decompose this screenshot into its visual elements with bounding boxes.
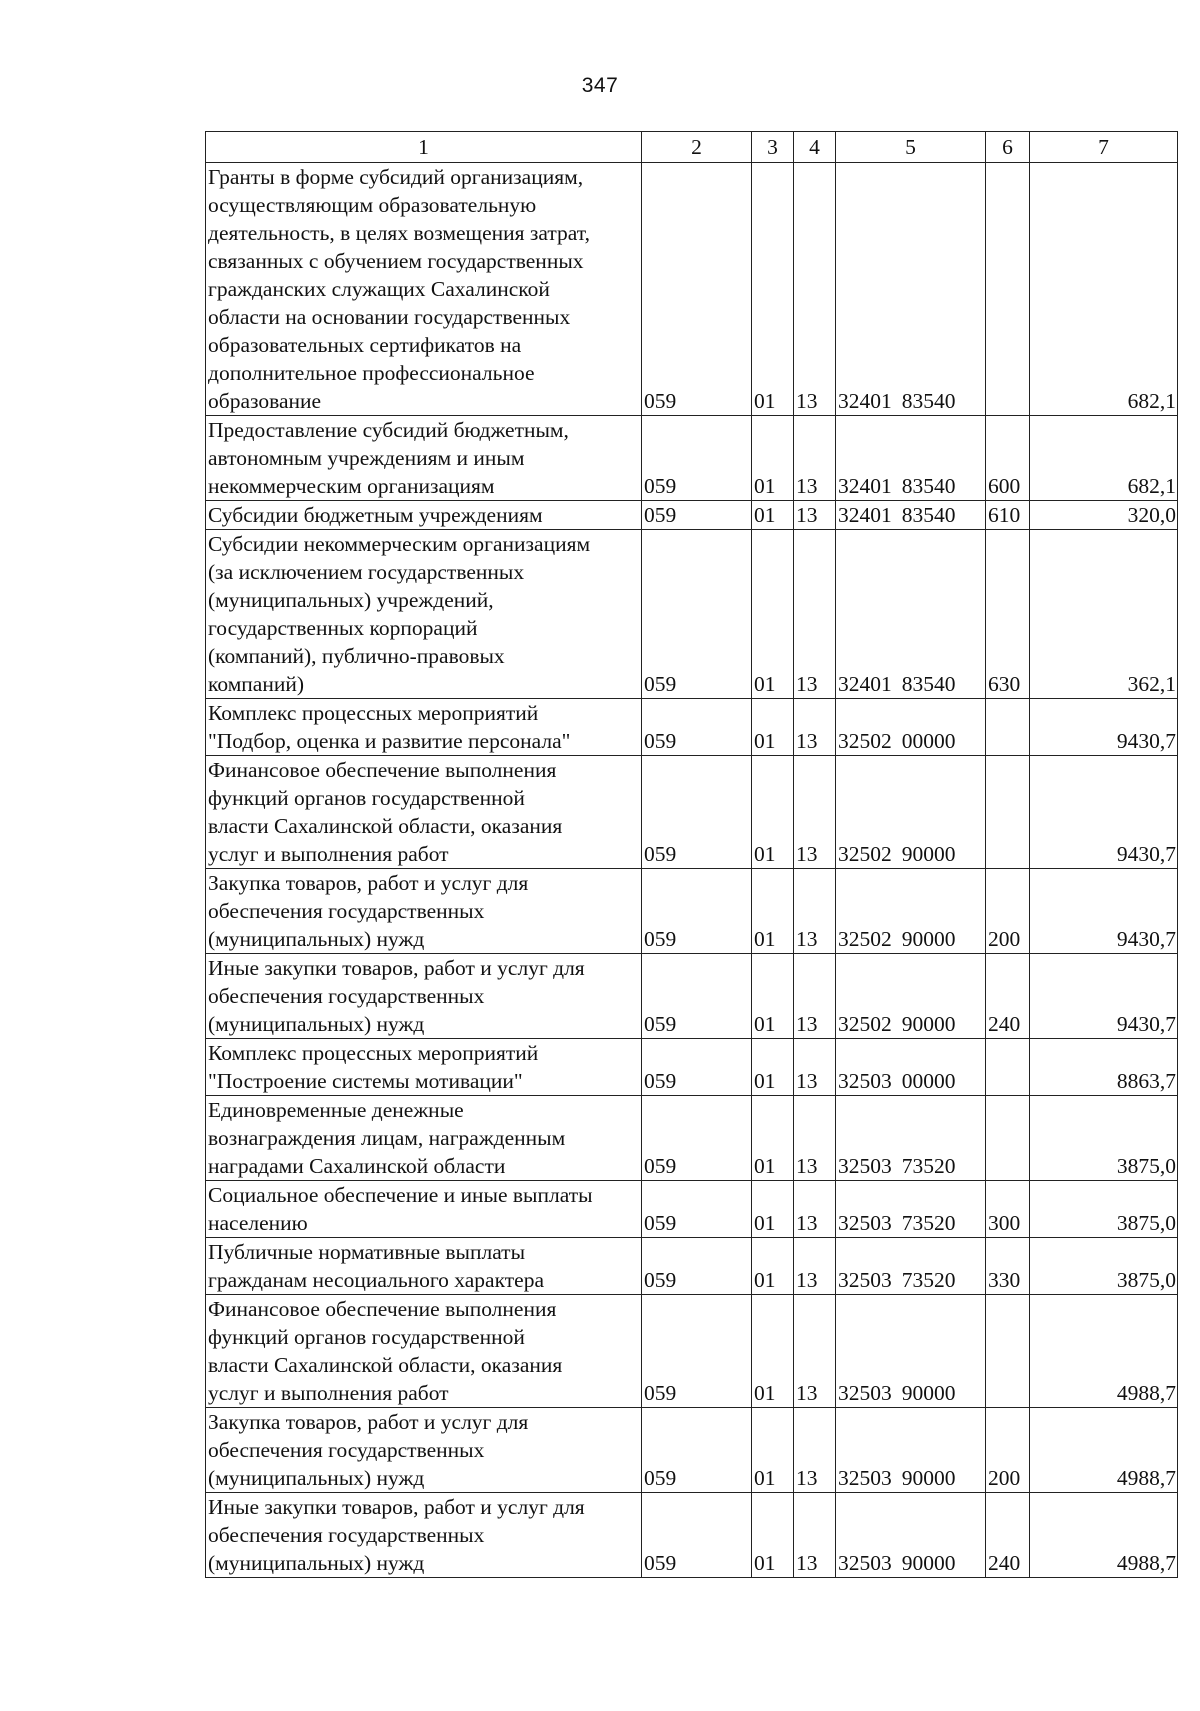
row-name-line: Закупка товаров, работ и услуг для: [208, 871, 529, 895]
ministry-code-cell: 059: [642, 1493, 752, 1578]
row-name-line: (компаний), публично-правовых: [208, 644, 505, 668]
header-col-6: 6: [986, 132, 1030, 163]
header-col-1: 1: [206, 132, 642, 163]
amount-cell: 362,1: [1030, 530, 1178, 699]
section-code-cell: 01: [752, 1295, 794, 1408]
amount-cell: 9430,7: [1030, 869, 1178, 954]
row-name-cell: [206, 954, 642, 1039]
subsection-code-cell: 13: [794, 163, 836, 416]
target-article-cell: [836, 416, 986, 501]
row-name-line: дополнительное профессиональное: [208, 361, 535, 385]
table-row: [206, 869, 1178, 954]
subsection-code-cell: 13: [794, 1181, 836, 1238]
amount-cell: 3875,0: [1030, 1181, 1178, 1238]
table-row: [206, 699, 1178, 756]
row-name-line: компаний): [208, 672, 305, 696]
expense-type-cell: [986, 699, 1030, 756]
expense-type-cell: [986, 1096, 1030, 1181]
expense-type-cell: 240: [986, 1493, 1030, 1578]
amount-cell: 3875,0: [1030, 1238, 1178, 1295]
subsection-code-cell: 13: [794, 1096, 836, 1181]
row-name-cell: [206, 1096, 642, 1181]
table-row: [206, 1408, 1178, 1493]
row-name-line: "Построение системы мотивации": [208, 1069, 523, 1093]
target-article-cell: [836, 869, 986, 954]
subsection-code-cell: 13: [794, 756, 836, 869]
direction-code: 90000: [901, 1012, 956, 1036]
row-name-line: вознаграждения лицам, награжденным: [208, 1126, 566, 1150]
row-name-line: власти Сахалинской области, оказания: [208, 814, 563, 838]
row-name-line: связанных с обучением государственных: [208, 249, 584, 273]
row-name-cell: [206, 699, 642, 756]
row-name-line: (за исключением государственных: [208, 560, 525, 584]
row-name-cell: [206, 1295, 642, 1408]
header-col-3: 3: [752, 132, 794, 163]
program-code: 32503: [838, 1211, 892, 1235]
ministry-code-cell: 059: [642, 1238, 752, 1295]
section-code-cell: 01: [752, 1039, 794, 1096]
header-col-5: 5: [836, 132, 986, 163]
row-name-line: государственных корпораций: [208, 616, 478, 640]
target-article-cell: [836, 1493, 986, 1578]
subsection-code-cell: 13: [794, 954, 836, 1039]
amount-cell: 320,0: [1030, 501, 1178, 530]
amount-cell: 682,1: [1030, 163, 1178, 416]
section-code-cell: 01: [752, 1181, 794, 1238]
program-code: 32503: [838, 1268, 892, 1292]
row-name-line: (муниципальных) нужд: [208, 1012, 425, 1036]
row-name-line: (муниципальных) нужд: [208, 927, 425, 951]
target-article-cell: [836, 699, 986, 756]
amount-cell: 4988,7: [1030, 1408, 1178, 1493]
target-article-cell: [836, 1096, 986, 1181]
ministry-code-cell: 059: [642, 1181, 752, 1238]
expense-type-cell: [986, 756, 1030, 869]
target-article-cell: [836, 1039, 986, 1096]
subsection-code-cell: 13: [794, 416, 836, 501]
amount-cell: 3875,0: [1030, 1096, 1178, 1181]
row-name-line: образовательных сертификатов на: [208, 333, 522, 357]
program-code: 32502: [838, 927, 892, 951]
expense-type-cell: [986, 1039, 1030, 1096]
subsection-code-cell: 13: [794, 699, 836, 756]
row-name-line: обеспечения государственных: [208, 1438, 485, 1462]
table-row: [206, 1493, 1178, 1578]
row-name-line: Финансовое обеспечение выполнения: [208, 1297, 557, 1321]
table-header-row: [206, 132, 1178, 163]
row-name-cell: [206, 1238, 642, 1295]
ministry-code-cell: 059: [642, 501, 752, 530]
row-name-line: области на основании государственных: [208, 305, 571, 329]
row-name-cell: [206, 530, 642, 699]
target-article-cell: [836, 1295, 986, 1408]
row-name-line: автономным учреждениям и иным: [208, 446, 525, 470]
row-name-line: обеспечения государственных: [208, 899, 485, 923]
direction-code: 90000: [901, 1381, 956, 1405]
ministry-code-cell: 059: [642, 1039, 752, 1096]
target-article-cell: [836, 1181, 986, 1238]
table-row: [206, 501, 1178, 530]
expense-type-cell: 200: [986, 869, 1030, 954]
table-row: [206, 756, 1178, 869]
row-name-line: некоммерческим организациям: [208, 474, 495, 498]
row-name-line: образование: [208, 389, 322, 413]
ministry-code-cell: 059: [642, 1096, 752, 1181]
subsection-code-cell: 13: [794, 1493, 836, 1578]
expense-type-cell: 300: [986, 1181, 1030, 1238]
ministry-code-cell: 059: [642, 1295, 752, 1408]
row-name-line: услуг и выполнения работ: [208, 1381, 449, 1405]
direction-code: 90000: [901, 842, 956, 866]
row-name-line: Комплекс процессных мероприятий: [208, 701, 539, 725]
row-name-line: власти Сахалинской области, оказания: [208, 1353, 563, 1377]
expense-type-cell: [986, 1295, 1030, 1408]
row-name-line: Единовременные денежные: [208, 1098, 464, 1122]
subsection-code-cell: 13: [794, 530, 836, 699]
row-name-line: Иные закупки товаров, работ и услуг для: [208, 1495, 585, 1519]
subsection-code-cell: 13: [794, 869, 836, 954]
section-code-cell: 01: [752, 756, 794, 869]
row-name-line: обеспечения государственных: [208, 1523, 485, 1547]
ministry-code-cell: 059: [642, 163, 752, 416]
amount-cell: 4988,7: [1030, 1493, 1178, 1578]
direction-code: 73520: [901, 1268, 956, 1292]
amount-cell: 9430,7: [1030, 756, 1178, 869]
row-name-line: населению: [208, 1211, 308, 1235]
target-article-cell: [836, 163, 986, 416]
row-name-line: "Подбор, оценка и развитие персонала": [208, 729, 571, 753]
section-code-cell: 01: [752, 1408, 794, 1493]
target-article-cell: [836, 530, 986, 699]
direction-code: 90000: [901, 927, 956, 951]
row-name-line: Иные закупки товаров, работ и услуг для: [208, 956, 585, 980]
row-name-line: (муниципальных) нужд: [208, 1551, 425, 1575]
expense-type-cell: 610: [986, 501, 1030, 530]
header-col-4: 4: [794, 132, 836, 163]
row-name-line: Публичные нормативные выплаты: [208, 1240, 526, 1264]
direction-code: 83540: [901, 474, 956, 498]
program-code: 32401: [838, 474, 892, 498]
expense-type-cell: [986, 163, 1030, 416]
expense-type-cell: 240: [986, 954, 1030, 1039]
subsection-code-cell: 13: [794, 1295, 836, 1408]
direction-code: 83540: [901, 672, 956, 696]
page-number: 347: [581, 74, 619, 97]
target-article-cell: [836, 1408, 986, 1493]
section-code-cell: 01: [752, 1493, 794, 1578]
row-name-line: Финансовое обеспечение выполнения: [208, 758, 557, 782]
ministry-code-cell: 059: [642, 699, 752, 756]
table-row: [206, 163, 1178, 416]
row-name-line: обеспечения государственных: [208, 984, 485, 1008]
row-name-cell: [206, 869, 642, 954]
section-code-cell: 01: [752, 699, 794, 756]
program-code: 32503: [838, 1154, 892, 1178]
direction-code: 73520: [901, 1211, 956, 1235]
section-code-cell: 01: [752, 530, 794, 699]
row-name-line: наградами Сахалинской области: [208, 1154, 506, 1178]
table-row: [206, 954, 1178, 1039]
program-code: 32502: [838, 842, 892, 866]
section-code-cell: 01: [752, 416, 794, 501]
table-row: [206, 530, 1178, 699]
row-name-line: (муниципальных) учреждений,: [208, 588, 494, 612]
section-code-cell: 01: [752, 954, 794, 1039]
section-code-cell: 01: [752, 163, 794, 416]
row-name-line: услуг и выполнения работ: [208, 842, 449, 866]
expense-type-cell: 600: [986, 416, 1030, 501]
target-article-cell: [836, 1238, 986, 1295]
row-name-line: (муниципальных) нужд: [208, 1466, 425, 1490]
direction-code: 00000: [901, 1069, 956, 1093]
direction-code: 83540: [901, 503, 956, 527]
row-name-line: Закупка товаров, работ и услуг для: [208, 1410, 529, 1434]
amount-cell: 8863,7: [1030, 1039, 1178, 1096]
subsection-code-cell: 13: [794, 1039, 836, 1096]
row-name-cell: [206, 416, 642, 501]
ministry-code-cell: 059: [642, 869, 752, 954]
row-name-cell: [206, 1039, 642, 1096]
amount-cell: 682,1: [1030, 416, 1178, 501]
subsection-code-cell: 13: [794, 501, 836, 530]
header-col-2: 2: [642, 132, 752, 163]
subsection-code-cell: 13: [794, 1238, 836, 1295]
section-code-cell: 01: [752, 1096, 794, 1181]
section-code-cell: 01: [752, 1238, 794, 1295]
program-code: 32503: [838, 1381, 892, 1405]
row-name-line: осуществляющим образовательную: [208, 193, 537, 217]
target-article-cell: [836, 954, 986, 1039]
row-name-cell: [206, 163, 642, 416]
row-name-cell: [206, 756, 642, 869]
row-name-cell: [206, 1493, 642, 1578]
direction-code: 83540: [901, 389, 956, 413]
row-name-line: Комплекс процессных мероприятий: [208, 1041, 539, 1065]
expense-type-cell: 200: [986, 1408, 1030, 1493]
ministry-code-cell: 059: [642, 954, 752, 1039]
amount-cell: 4988,7: [1030, 1295, 1178, 1408]
program-code: 32502: [838, 729, 892, 753]
header-col-7: 7: [1030, 132, 1178, 163]
target-article-cell: [836, 756, 986, 869]
row-name-line: Предоставление субсидий бюджетным,: [208, 418, 569, 442]
table-row: [206, 1238, 1178, 1295]
ministry-code-cell: 059: [642, 1408, 752, 1493]
program-code: 32502: [838, 1012, 892, 1036]
direction-code: 73520: [901, 1154, 956, 1178]
row-name-line: Социальное обеспечение и иные выплаты: [208, 1183, 593, 1207]
subsection-code-cell: 13: [794, 1408, 836, 1493]
program-code: 32401: [838, 503, 892, 527]
row-name-line: Гранты в форме субсидий организациям,: [208, 165, 584, 189]
program-code: 32503: [838, 1551, 892, 1575]
ministry-code-cell: 059: [642, 756, 752, 869]
section-code-cell: 01: [752, 501, 794, 530]
row-name-cell: [206, 501, 642, 530]
target-article-cell: [836, 501, 986, 530]
table-row: [206, 416, 1178, 501]
row-name-line: Субсидии бюджетным учреждениям: [208, 503, 543, 527]
section-code-cell: 01: [752, 869, 794, 954]
direction-code: 90000: [901, 1466, 956, 1490]
direction-code: 90000: [901, 1551, 956, 1575]
ministry-code-cell: 059: [642, 530, 752, 699]
row-name-line: гражданам несоциального характера: [208, 1268, 544, 1292]
amount-cell: 9430,7: [1030, 699, 1178, 756]
row-name-cell: [206, 1181, 642, 1238]
row-name-line: функций органов государственной: [208, 786, 525, 810]
program-code: 32401: [838, 389, 892, 413]
row-name-line: гражданских служащих Сахалинской: [208, 277, 550, 301]
row-name-line: Субсидии некоммерческим организациям: [208, 532, 591, 556]
budget-table: [205, 131, 1178, 1578]
amount-cell: 9430,7: [1030, 954, 1178, 1039]
row-name-line: деятельность, в целях возмещения затрат,: [208, 221, 590, 245]
program-code: 32401: [838, 672, 892, 696]
direction-code: 00000: [901, 729, 956, 753]
expense-type-cell: 330: [986, 1238, 1030, 1295]
program-code: 32503: [838, 1466, 892, 1490]
table-row: [206, 1181, 1178, 1238]
program-code: 32503: [838, 1069, 892, 1093]
row-name-cell: [206, 1408, 642, 1493]
table-row: [206, 1096, 1178, 1181]
row-name-line: функций органов государственной: [208, 1325, 525, 1349]
table-row: [206, 1039, 1178, 1096]
ministry-code-cell: 059: [642, 416, 752, 501]
table-row: [206, 1295, 1178, 1408]
expense-type-cell: 630: [986, 530, 1030, 699]
